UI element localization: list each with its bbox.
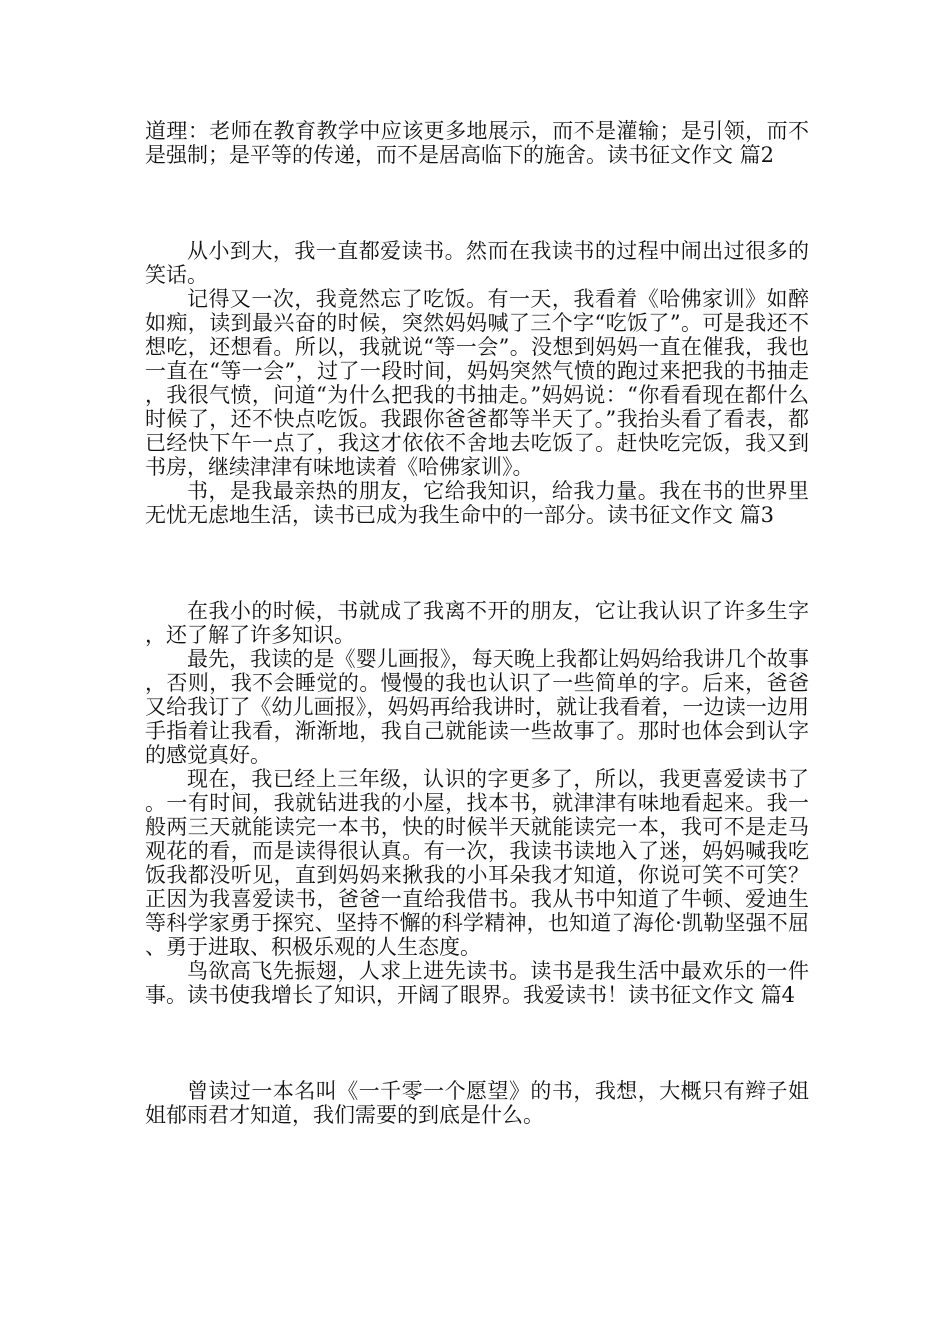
section-4: [145, 1079, 809, 1127]
section-gap: [145, 527, 809, 599]
paragraph: 最先，我读的是《婴儿画报》，每天晚上我都让妈妈给我讲几个故事，否则，我不会睡觉的。慢慢的我也认识了一些简单的字。后来，爸爸又给我订了《幼儿画报》，妈妈再给我讲时，就让我看着，一边读一边用手指着让我看，渐渐地，我自己就能读一些故事了。那时也体会到认字的感觉真好。: [145, 647, 809, 767]
paragraph: 鸟欲高飞先振翅，人求上进先读书。读书是我生活中最欢乐的一件事。读书使我增长了知识，开阔了眼界。我爱读书！读书征文作文 篇4: [145, 959, 809, 1007]
paragraph: 道理：老师在教育教学中应该更多地展示，而不是灌输；是引领，而不是强制；是平等的传递，而不是居高临下的施舍。读书征文作文 篇2: [145, 119, 809, 167]
paragraph: 现在，我已经上三年级，认识的字更多了，所以，我更喜爱读书了。一有时间，我就钻进我的小屋，找本书，就津津有味地看起来。我一般两三天就能读完一本书，快的时候半天就能读完一本，我可不是走马观花的看，而是读得很认真。有一次，我读书读地入了迷，妈妈喊我吃饭我都没听见，直到妈妈来揪我的小耳朵我才知道，你说可笑不可笑？正因为我喜爱读书，爸爸一直给我借书。我从书中知道了牛顿、爱迪生等科学家勇于探究、坚持不懈的科学精神，也知道了海伦·凯勒坚强不屈、勇于进取、积极乐观的人生态度。: [145, 767, 809, 959]
paragraph: 从小到大，我一直都爱读书。然而在我读书的过程中闹出过很多的笑话。: [145, 239, 809, 287]
section-gap: [145, 167, 809, 239]
section-1: [145, 119, 809, 167]
paragraph: 书，是我最亲热的朋友，它给我知识，给我力量。我在书的世界里无忧无虑地生活，读书已成为我生命中的一部分。读书征文作文 篇3: [145, 479, 809, 527]
paragraph: 曾读过一本名叫《一千零一个愿望》的书，我想，大概只有辫子姐姐郁雨君才知道，我们需要的到底是什么。: [145, 1079, 809, 1127]
document-page: [145, 119, 809, 1127]
section-gap: [145, 1007, 809, 1079]
section-3: [145, 599, 809, 1007]
section-2: [145, 239, 809, 527]
paragraph: 在我小的时候，书就成了我离不开的朋友，它让我认识了许多生字，还了解了许多知识。: [145, 599, 809, 647]
paragraph: 记得又一次，我竟然忘了吃饭。有一天，我看着《哈佛家训》如醉如痴，读到最兴奋的时候，突然妈妈喊了三个字“吃饭了”。可是我还不想吃，还想看。所以，我就说“等一会”。没想到妈妈一直在催我，我也一直在“等一会”，过了一段时间，妈妈突然气愤的跑过来把我的书抽走，我很气愤，问道“为什么把我的书抽走。”妈妈说：“你看看现在都什么时候了，还不快点吃饭。我跟你爸爸都等半天了。”我抬头看了看表，都已经快下午一点了，我这才依依不舍地去吃饭了。赶快吃完饭，我又到书房，继续津津有味地读着《哈佛家训》。: [145, 287, 809, 479]
